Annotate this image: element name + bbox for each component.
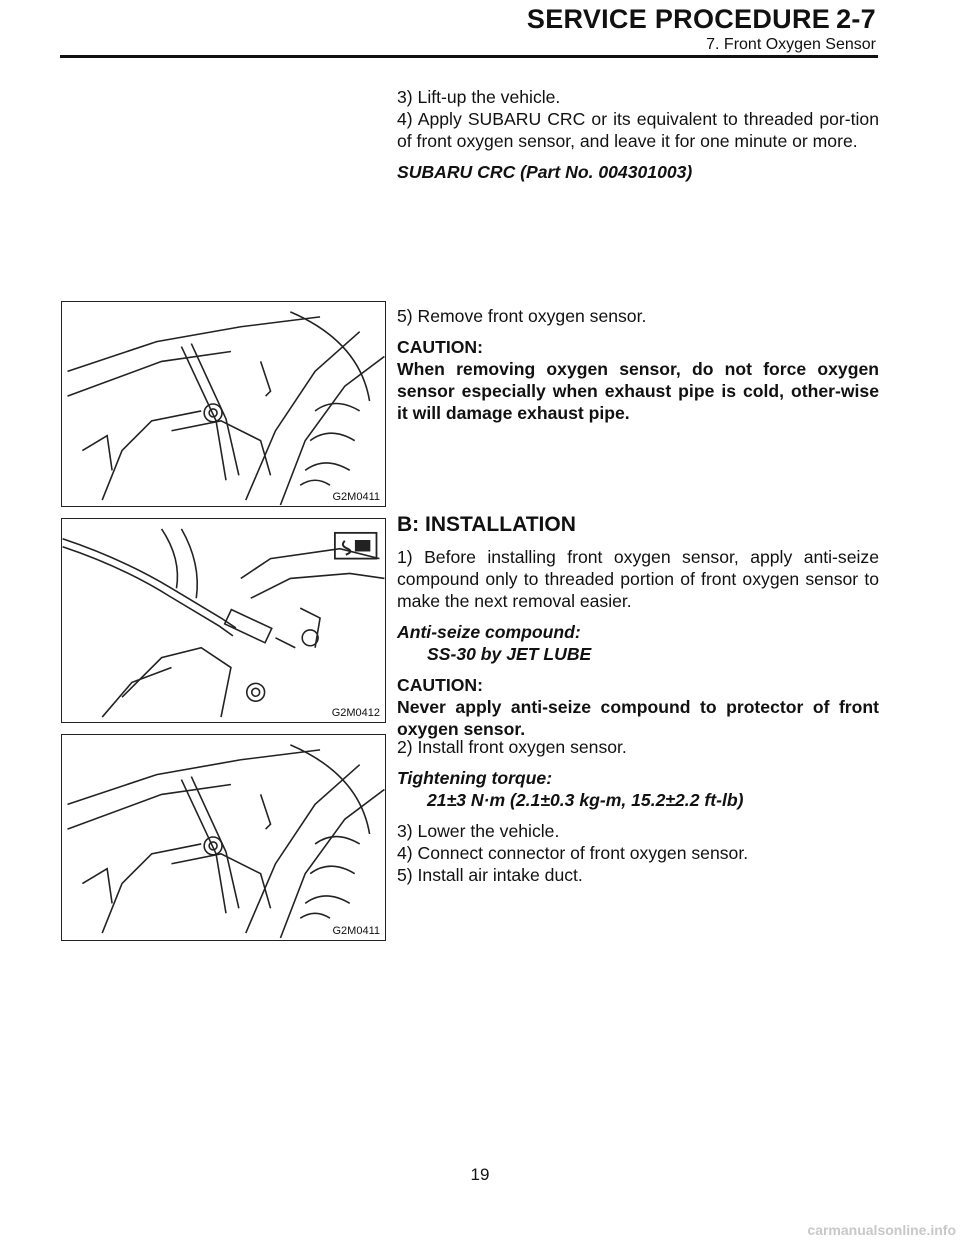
install-step-1: 1) Before installing front oxygen sensor, apply anti-seize compound only to threaded portion of front oxygen sensor to make the next removal easier. [397, 547, 879, 611]
installation-text [397, 512, 879, 740]
sensor-install-illustration [62, 519, 385, 722]
step-5-remove-sensor: 5) Remove front oxygen sensor. [397, 306, 647, 326]
header-subtitle: 7. Front Oxygen Sensor [706, 36, 876, 53]
page-number: 19 [470, 1165, 490, 1184]
install-step-2: 2) Install front oxygen sensor. [397, 737, 627, 757]
caution-text: When removing oxygen sensor, do not force oxygen sensor especially when exhaust pipe is cold, other-wise it will damage exhaust pipe. [397, 359, 879, 423]
removal-text [397, 305, 879, 424]
step-3-lift: 3) Lift-up the vehicle. [397, 87, 561, 107]
page-header-title [0, 4, 876, 34]
install-step-5: 5) Install air intake duct. [397, 865, 583, 885]
figure-installation [61, 518, 386, 723]
installation-heading: B: INSTALLATION [397, 513, 576, 536]
section-number: 2-7 [836, 4, 876, 34]
install-step-3: 3) Lower the vehicle. [397, 821, 560, 841]
figure-caption: G2M0411 [332, 491, 380, 503]
install-step-4: 4) Connect connector of front oxygen sensor. [397, 843, 749, 863]
header-rule [60, 55, 878, 58]
steps-top [397, 86, 879, 183]
exhaust-sensor-illustration [62, 735, 385, 940]
compound-value: SS-30 by JET LUBE [427, 644, 592, 664]
figure-caption: G2M0411 [332, 925, 380, 937]
torque-value: 21±3 N·m (2.1±0.3 kg-m, 15.2±2.2 ft-lb) [427, 790, 744, 810]
step-4-apply-crc: 4) Apply SUBARU CRC or its equivalent to threaded por-tion of front oxygen sensor, and leave it for one minute or more. [397, 109, 879, 151]
watermark: carmanualsonline.info [807, 1222, 956, 1238]
torque-label: Tightening torque: [397, 768, 553, 788]
install-caution-text: Never apply anti-seize compound to protector of front oxygen sensor. [397, 697, 879, 739]
header-title: SERVICE PROCEDURE [526, 4, 831, 34]
caution-label: CAUTION: [397, 337, 484, 357]
figure-installed [61, 734, 386, 941]
install-caution-label: CAUTION: [397, 675, 484, 695]
compound-label: Anti-seize compound: [397, 622, 581, 642]
figure-caption: G2M0412 [331, 707, 380, 719]
crc-part-number: SUBARU CRC (Part No. 004301003) [397, 162, 693, 182]
exhaust-sensor-illustration [62, 302, 385, 506]
figure-removal [61, 301, 386, 507]
install-steps-continued [397, 736, 879, 886]
